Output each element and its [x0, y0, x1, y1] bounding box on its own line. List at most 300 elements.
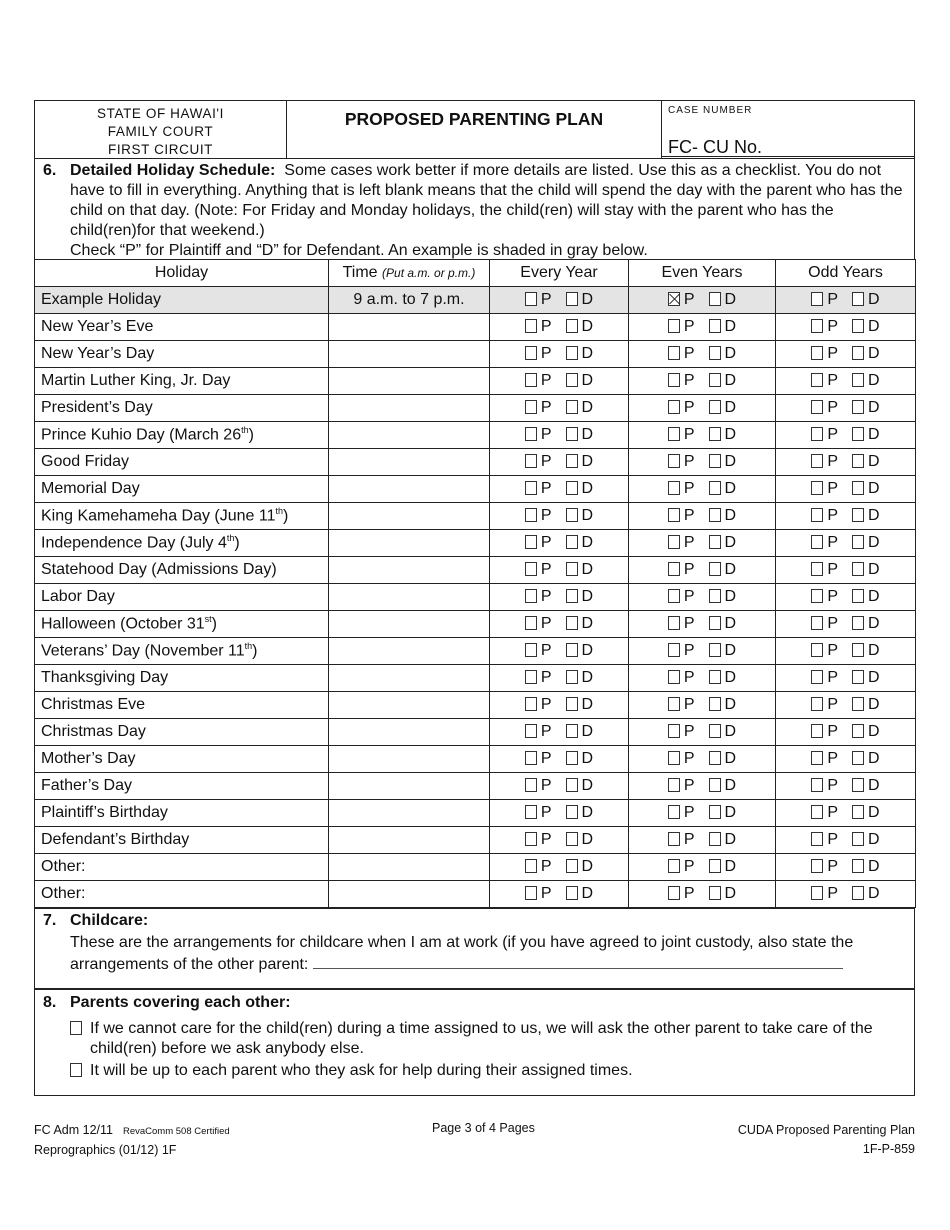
checkbox-p[interactable]: [525, 427, 537, 441]
checkbox-d[interactable]: [566, 751, 578, 765]
d-label: D: [868, 588, 880, 605]
holiday-label-tail: ): [248, 426, 254, 444]
checkbox-p[interactable]: [811, 886, 823, 900]
checkbox-d[interactable]: [852, 292, 864, 306]
p-label: P: [827, 615, 839, 632]
checkbox-d[interactable]: [852, 427, 864, 441]
p-label: P: [540, 588, 552, 605]
checkbox-d[interactable]: [566, 562, 578, 576]
p-label: P: [540, 372, 552, 389]
checkbox-d[interactable]: [566, 292, 578, 306]
checkbox-p[interactable]: [668, 427, 680, 441]
holiday-label: Martin Luther King, Jr. Day: [41, 372, 231, 389]
checkbox-d[interactable]: [852, 859, 864, 873]
even-years-cell: [629, 287, 776, 314]
checkbox-p[interactable]: [668, 805, 680, 819]
checkbox-d[interactable]: [709, 859, 721, 873]
time-input[interactable]: [329, 503, 490, 530]
checkbox-d[interactable]: [566, 508, 578, 522]
checkbox-d[interactable]: [852, 643, 864, 657]
time-input[interactable]: [329, 530, 490, 557]
holiday-label: Defendant’s Birthday: [41, 831, 190, 848]
checkbox-p[interactable]: [811, 589, 823, 603]
checkbox-p[interactable]: [811, 670, 823, 684]
checkbox-d[interactable]: [566, 427, 578, 441]
d-label: D: [868, 426, 880, 443]
p-label: P: [827, 507, 839, 524]
checkbox-p[interactable]: [525, 697, 537, 711]
even-years-cell: [629, 341, 776, 368]
checkbox-p[interactable]: [811, 724, 823, 738]
time-input[interactable]: [329, 476, 490, 503]
checkbox-p[interactable]: [668, 859, 680, 873]
p-label: P: [683, 669, 695, 686]
checkbox-d[interactable]: [852, 670, 864, 684]
odd-years-cell: [776, 854, 916, 881]
checkbox-d[interactable]: [852, 319, 864, 333]
checkbox-d[interactable]: [709, 346, 721, 360]
checkbox-p[interactable]: [668, 508, 680, 522]
checkbox-d[interactable]: [566, 346, 578, 360]
d-label: D: [868, 399, 880, 416]
checkbox-d[interactable]: [709, 805, 721, 819]
time-input[interactable]: [329, 368, 490, 395]
d-label: D: [724, 615, 737, 632]
checkbox-d[interactable]: [852, 697, 864, 711]
p-label: P: [540, 858, 552, 875]
time-input[interactable]: [329, 746, 490, 773]
checkbox-p[interactable]: [525, 400, 537, 414]
checkbox-d[interactable]: [566, 886, 578, 900]
time-input[interactable]: [329, 881, 490, 908]
holiday-label-tail: ): [283, 507, 289, 525]
checkbox-p[interactable]: [811, 346, 823, 360]
holiday-row: [35, 476, 916, 503]
holiday-row: [35, 665, 916, 692]
holiday-label: Labor Day: [41, 588, 115, 605]
p-label: P: [540, 750, 552, 767]
checkbox-p[interactable]: [525, 373, 537, 387]
p-label: P: [827, 318, 839, 335]
even-years-cell: [629, 638, 776, 665]
time-input[interactable]: [329, 611, 490, 638]
checkbox-p-checked[interactable]: [668, 292, 680, 306]
p-label: P: [827, 777, 839, 794]
odd-years-cell: [776, 368, 916, 395]
form-title: PROPOSED PARENTING PLAN: [287, 101, 662, 158]
checkbox-p[interactable]: [668, 454, 680, 468]
checkbox-d[interactable]: [709, 373, 721, 387]
checkbox-d[interactable]: [566, 589, 578, 603]
checkbox-d[interactable]: [709, 616, 721, 630]
checkbox-d[interactable]: [709, 319, 721, 333]
checkbox-d[interactable]: [566, 778, 578, 792]
d-label: D: [724, 291, 737, 308]
p-label: P: [540, 804, 552, 821]
time-input[interactable]: [329, 827, 490, 854]
checkbox-p[interactable]: [668, 886, 680, 900]
holiday-name: [35, 827, 329, 854]
checkbox-d[interactable]: [709, 427, 721, 441]
p-label: P: [683, 426, 695, 443]
checkbox-d[interactable]: [566, 859, 578, 873]
col-time-hint: (Put a.m. or p.m.): [382, 266, 476, 280]
checkbox-d[interactable]: [852, 454, 864, 468]
p-label: P: [683, 588, 695, 605]
p-label: P: [540, 507, 552, 524]
p-label: P: [683, 831, 695, 848]
checkbox-p[interactable]: [668, 643, 680, 657]
time-input[interactable]: [329, 557, 490, 584]
checkbox-p[interactable]: [811, 697, 823, 711]
checkbox-p[interactable]: [811, 643, 823, 657]
ordinal-suffix: th: [241, 425, 249, 436]
checkbox-d[interactable]: [709, 589, 721, 603]
every-year-cell: [490, 638, 629, 665]
odd-years-cell: [776, 800, 916, 827]
d-label: D: [724, 885, 737, 902]
p-label: P: [683, 480, 695, 497]
every-year-cell: [490, 476, 629, 503]
ordinal-suffix: th: [244, 641, 253, 652]
checkbox-d[interactable]: [566, 616, 578, 630]
d-label: D: [581, 723, 594, 740]
checkbox-d[interactable]: [709, 535, 721, 549]
time-input[interactable]: [329, 638, 490, 665]
d-label: D: [724, 318, 737, 335]
col-time-label: Time: [342, 264, 378, 281]
checkbox-p[interactable]: [525, 670, 537, 684]
checkbox-p[interactable]: [525, 724, 537, 738]
holiday-label: Thanksgiving Day: [41, 669, 169, 686]
checkbox-d[interactable]: [709, 562, 721, 576]
time-input[interactable]: [329, 395, 490, 422]
d-label: D: [724, 831, 737, 848]
holiday-label: Christmas Eve: [41, 696, 146, 713]
holiday-row: [35, 314, 916, 341]
holiday-name: [35, 476, 329, 503]
holiday-label: King Kamehameha Day (June 11: [41, 507, 276, 525]
case-number-label: CASE NUMBER: [668, 105, 753, 116]
d-label: D: [724, 804, 737, 821]
checkbox-p[interactable]: [811, 751, 823, 765]
time-input[interactable]: [329, 692, 490, 719]
d-label: D: [868, 453, 880, 470]
d-label: D: [581, 534, 594, 551]
d-label: D: [581, 588, 594, 605]
p-label: P: [827, 561, 839, 578]
holiday-row: [35, 584, 916, 611]
d-label: D: [868, 615, 880, 632]
checkbox-d[interactable]: [709, 670, 721, 684]
checkbox-p[interactable]: [668, 589, 680, 603]
checkbox-p[interactable]: [811, 481, 823, 495]
checkbox-p[interactable]: [668, 400, 680, 414]
odd-years-cell: [776, 827, 916, 854]
p-label: P: [683, 885, 695, 902]
holiday-name: [35, 422, 329, 449]
checkbox-p[interactable]: [811, 400, 823, 414]
checkbox-d[interactable]: [852, 400, 864, 414]
checkbox-p[interactable]: [525, 589, 537, 603]
holiday-row: [35, 773, 916, 800]
checkbox-d[interactable]: [566, 832, 578, 846]
checkbox-d[interactable]: [709, 508, 721, 522]
checkbox-p[interactable]: [811, 427, 823, 441]
p-label: P: [827, 399, 839, 416]
checkbox-d[interactable]: [709, 751, 721, 765]
checkbox-p[interactable]: [811, 562, 823, 576]
checkbox-p[interactable]: [811, 319, 823, 333]
checkbox-p[interactable]: [668, 778, 680, 792]
holiday-name: [35, 341, 329, 368]
d-label: D: [581, 480, 594, 497]
checkbox-d[interactable]: [566, 724, 578, 738]
checkbox-d[interactable]: [852, 724, 864, 738]
col-every-year: Every Year: [490, 260, 629, 287]
checkbox-d[interactable]: [566, 643, 578, 657]
checkbox-p[interactable]: [525, 562, 537, 576]
holiday-name: [35, 881, 329, 908]
every-year-cell: [490, 449, 629, 476]
odd-years-cell: [776, 773, 916, 800]
checkbox-p[interactable]: [811, 454, 823, 468]
odd-years-cell: [776, 611, 916, 638]
checkbox-p[interactable]: [525, 643, 537, 657]
checkbox-d[interactable]: [566, 454, 578, 468]
even-years-cell: [629, 503, 776, 530]
checkbox-d[interactable]: [852, 535, 864, 549]
checkbox-p[interactable]: [811, 292, 823, 306]
checkbox-p[interactable]: [525, 508, 537, 522]
section-heading: Parents covering each other:: [70, 994, 291, 1011]
checkbox-p[interactable]: [525, 859, 537, 873]
holiday-row: [35, 881, 916, 908]
time-input[interactable]: [329, 584, 490, 611]
checkbox-d[interactable]: [852, 589, 864, 603]
option-2-checkbox[interactable]: [70, 1063, 82, 1077]
p-label: P: [827, 696, 839, 713]
p-label: P: [540, 831, 552, 848]
childcare-input-line[interactable]: [313, 954, 843, 969]
repro-note: Reprographics (01/12) 1F: [34, 1143, 177, 1157]
checkbox-p[interactable]: [525, 778, 537, 792]
holiday-name: [35, 665, 329, 692]
checkbox-p[interactable]: [668, 346, 680, 360]
every-year-cell: [490, 827, 629, 854]
d-label: D: [581, 345, 594, 362]
d-label: D: [724, 534, 737, 551]
checkbox-d[interactable]: [566, 535, 578, 549]
checkbox-d[interactable]: [709, 832, 721, 846]
checkbox-d[interactable]: [709, 724, 721, 738]
checkbox-d[interactable]: [566, 481, 578, 495]
d-label: D: [724, 345, 737, 362]
checkbox-p[interactable]: [668, 373, 680, 387]
checkbox-p[interactable]: [668, 481, 680, 495]
every-year-cell: [490, 530, 629, 557]
holiday-label: Plaintiff’s Birthday: [41, 804, 168, 821]
checkbox-p[interactable]: [525, 805, 537, 819]
checkbox-p[interactable]: [811, 832, 823, 846]
holiday-label: New Year’s Eve: [41, 318, 154, 335]
checkbox-p[interactable]: [525, 535, 537, 549]
court-line: FIRST CIRCUIT: [107, 142, 214, 157]
checkbox-d[interactable]: [709, 778, 721, 792]
checkbox-p[interactable]: [525, 481, 537, 495]
holiday-row: [35, 503, 916, 530]
form-name: CUDA Proposed Parenting Plan: [737, 1123, 915, 1137]
holiday-name: [35, 314, 329, 341]
holiday-name: [35, 530, 329, 557]
checkbox-d[interactable]: [852, 508, 864, 522]
d-label: D: [868, 777, 880, 794]
checkbox-d[interactable]: [852, 373, 864, 387]
checkbox-d[interactable]: [709, 697, 721, 711]
checkbox-d[interactable]: [566, 373, 578, 387]
checkbox-d[interactable]: [566, 319, 578, 333]
case-number-field[interactable]: FC- CU No.: [668, 137, 762, 157]
checkbox-p[interactable]: [668, 535, 680, 549]
checkbox-p[interactable]: [668, 616, 680, 630]
checkbox-d[interactable]: [852, 805, 864, 819]
d-label: D: [724, 372, 737, 389]
checkbox-p[interactable]: [668, 319, 680, 333]
d-label: D: [581, 858, 594, 875]
form-header: [34, 100, 915, 158]
p-label: P: [827, 858, 839, 875]
checkbox-p[interactable]: [525, 832, 537, 846]
checkbox-p[interactable]: [668, 832, 680, 846]
checkbox-d[interactable]: [709, 481, 721, 495]
checkbox-p[interactable]: [525, 751, 537, 765]
checkbox-d[interactable]: [709, 886, 721, 900]
option-2: [70, 1061, 904, 1081]
time-input[interactable]: [329, 422, 490, 449]
odd-years-cell: [776, 314, 916, 341]
checkbox-d[interactable]: [852, 751, 864, 765]
checkbox-p[interactable]: [811, 373, 823, 387]
holiday-row: [35, 746, 916, 773]
checkbox-d[interactable]: [709, 643, 721, 657]
even-years-cell: [629, 422, 776, 449]
checkbox-p[interactable]: [668, 670, 680, 684]
odd-years-cell: [776, 638, 916, 665]
checkbox-p[interactable]: [811, 616, 823, 630]
d-label: D: [868, 507, 880, 524]
p-label: P: [827, 642, 839, 659]
checkbox-d[interactable]: [852, 778, 864, 792]
d-label: D: [868, 858, 880, 875]
holiday-row: [35, 368, 916, 395]
checkbox-p[interactable]: [525, 454, 537, 468]
time-input[interactable]: [329, 449, 490, 476]
time-input[interactable]: [329, 719, 490, 746]
p-label: P: [827, 831, 839, 848]
checkbox-d[interactable]: [566, 697, 578, 711]
p-label: P: [540, 534, 552, 551]
p-label: P: [540, 291, 552, 308]
every-year-cell: [490, 773, 629, 800]
p-label: P: [540, 642, 552, 659]
holiday-schedule-table: [34, 259, 916, 908]
checkbox-p[interactable]: [525, 292, 537, 306]
time-input[interactable]: [329, 800, 490, 827]
checkbox-p[interactable]: [525, 346, 537, 360]
checkbox-d[interactable]: [566, 400, 578, 414]
checkbox-p[interactable]: [668, 562, 680, 576]
d-label: D: [724, 696, 737, 713]
childcare-text: These are the arrangements for childcare when I am at work (if you have agreed to joint custody, also state the arrangements of the other parent:: [70, 934, 854, 973]
p-label: P: [683, 291, 695, 308]
checkbox-p[interactable]: [811, 535, 823, 549]
checkbox-p[interactable]: [525, 616, 537, 630]
p-label: P: [683, 507, 695, 524]
odd-years-cell: [776, 557, 916, 584]
checkbox-p[interactable]: [668, 751, 680, 765]
checkbox-d[interactable]: [566, 670, 578, 684]
checkbox-d[interactable]: [852, 481, 864, 495]
every-year-cell: [490, 746, 629, 773]
odd-years-cell: [776, 665, 916, 692]
checkbox-d[interactable]: [852, 346, 864, 360]
checkbox-d[interactable]: [709, 400, 721, 414]
checkbox-d[interactable]: [852, 562, 864, 576]
checkbox-d[interactable]: [852, 616, 864, 630]
checkbox-d[interactable]: [852, 832, 864, 846]
checkbox-p[interactable]: [525, 319, 537, 333]
holiday-label: New Year’s Day: [41, 345, 155, 362]
time-input[interactable]: [329, 665, 490, 692]
holiday-row: [35, 854, 916, 881]
checkbox-d[interactable]: [852, 886, 864, 900]
time-input[interactable]: [329, 341, 490, 368]
checkbox-p[interactable]: [811, 859, 823, 873]
holiday-name: [35, 746, 329, 773]
even-years-cell: [629, 773, 776, 800]
checkbox-p[interactable]: [811, 778, 823, 792]
holiday-name: [35, 584, 329, 611]
time-input[interactable]: [329, 854, 490, 881]
checkbox-p[interactable]: [811, 805, 823, 819]
section-heading: Detailed Holiday Schedule:: [70, 162, 276, 179]
option-1-checkbox[interactable]: [70, 1021, 82, 1035]
p-label: P: [827, 750, 839, 767]
p-label: P: [540, 453, 552, 470]
d-label: D: [581, 399, 594, 416]
checkbox-p[interactable]: [525, 886, 537, 900]
checkbox-d[interactable]: [709, 454, 721, 468]
checkbox-p[interactable]: [811, 508, 823, 522]
holiday-row: [35, 341, 916, 368]
time-input[interactable]: [329, 314, 490, 341]
checkbox-d[interactable]: [709, 292, 721, 306]
court-block: [35, 101, 287, 158]
p-label: P: [540, 669, 552, 686]
holiday-name: [35, 503, 329, 530]
checkbox-d[interactable]: [566, 805, 578, 819]
even-years-cell: [629, 395, 776, 422]
p-label: P: [827, 480, 839, 497]
checkbox-p[interactable]: [668, 697, 680, 711]
even-years-cell: [629, 827, 776, 854]
time-input[interactable]: [329, 773, 490, 800]
checkbox-p[interactable]: [668, 724, 680, 738]
p-label: P: [827, 453, 839, 470]
every-year-cell: [490, 665, 629, 692]
d-label: D: [868, 696, 880, 713]
holiday-row: [35, 422, 916, 449]
